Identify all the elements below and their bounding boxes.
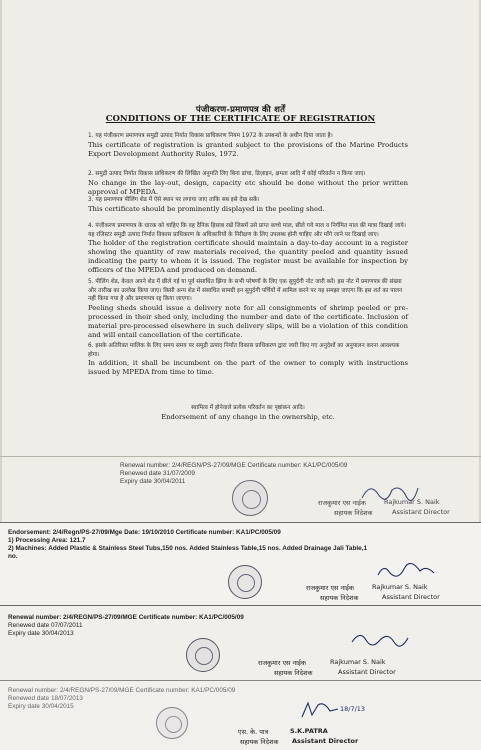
renewal-strip-4 — [0, 681, 481, 750]
condition-2-hindi: 2. समुद्री उत्पाद निर्यात विकास प्राधिकरण की लिखित अनुमति लिए बिना ढांचा, डिज़ाइन, क्षमता आदि में कोई परिवर्तन न किया जाए। — [88, 171, 366, 177]
strip-3-line-1: Renewal number: 2/4/REGN/PS-27/09/MGE Certificate number: KA1/PC/005/09 — [8, 614, 244, 621]
strip-1-line-3: Expiry date 30/04/2011 — [120, 478, 186, 485]
title-hindi: पंजीकरण-प्रमाणपत्र की शर्तें — [195, 105, 286, 115]
strip-2-role: Assistant Director — [382, 593, 440, 601]
condition-1 — [88, 132, 408, 159]
condition-5 — [88, 278, 408, 340]
official-seal-stamp — [232, 480, 268, 516]
page-title: CONDITIONS OF THE CERTIFICATE OF REGISTRATION — [105, 114, 376, 124]
condition-5-text: Peeling sheds should issue a delivery note for all consignments of shrimp peeled or pre-processed in their shed only, including the number and date of the certificate. Inclusion of material pre-processed elsewhere in such delivery slips, will be a violation of this condition and will entail cancellation of the certificate. — [88, 303, 408, 339]
strip-2-role-hindi: सहायक निदेशक — [320, 594, 359, 602]
strip-2-line-4: no. — [8, 553, 18, 560]
official-seal-stamp — [186, 638, 220, 672]
official-seal-stamp — [156, 707, 188, 739]
condition-2-text: No change in the lay-out, design, capacity etc should be done without the prior written approval of MPEDA. — [88, 178, 408, 196]
strip-4-line-3: Expiry date 30/04/2015 — [8, 703, 74, 710]
condition-4 — [88, 222, 408, 275]
strip-4-name: S.K.PATRA — [290, 727, 328, 735]
condition-6-text: In addition, it shall be incumbent on the part of the owner to comply with instructions issued by MPEDA from time to time. — [88, 359, 408, 376]
strip-1-name: Rajkumar S. Naik — [384, 498, 440, 506]
strip-2-line-3: 2) Machines: Added Plastic & Stainless Steel Tubs,150 nos. Added Stainless Table,15 nos. Added Drainage Jali Table,1 — [8, 545, 368, 552]
strip-4-line-2: Renewed date 18/07/2013 — [8, 695, 83, 702]
strip-1-line-2: Renewed date 31/07/2009 — [120, 470, 195, 477]
condition-3-text: This certificate should be prominently displayed in the peeling shed. — [88, 204, 325, 213]
strip-2-line-2: 1) Processing Area: 121.7 — [8, 537, 86, 544]
condition-3 — [88, 196, 408, 214]
strip-2-name-hindi: राजकुमार एस नाईक — [306, 584, 354, 592]
condition-1-text: This certificate of registration is granted subject to the provisions of the Marine Products Export Development Authority Rules, 1972. — [88, 140, 408, 158]
strip-1-edge — [0, 456, 481, 457]
endorsement-hindi: स्वामित्व में होनेवाले प्रत्येक परिवर्तन का पृष्ठांकन आदि। — [191, 405, 305, 411]
strip-1-line-1: Renewal number: 2/4/REGN/PS-27/09/MGE Certificate number: KA1/PC/005/09 — [120, 462, 348, 469]
signature-rajkumar — [376, 559, 436, 583]
renewal-strip-1 — [0, 458, 481, 522]
condition-5-hindi: 5. पीलिंग शेड, केवल अपने शेड में छीले गई या पूर्व संसाधित झिंगा के सभी परेषणों के लिए एक सुपुर्दगी नोट जारी करें। इस नोट में प्रमाणपत्र की संख्या और तारीख का उल्लेख किया जाए। किसी अन्य शेड में संसाधित सामग्री इन सुपुर्दगी पर्चियों में शामिल करने पर यह समझा जाएगा कि इस शर्त का पालन नहीं किया गया है और प्रमाणपत्र रद्द किया जाएगा। — [88, 279, 403, 302]
condition-4-text: The holder of the registration certificate should maintain a day-to-day account in a register showing the quantity of raw materials received, the quantity peeled and quantity issued indicating the party to whom it is issued. The register must be available for inspection by officers of the MPEDA and produced on demand. — [88, 239, 408, 274]
strip-1-role: Assistant Director — [392, 508, 450, 516]
endorsement-strip-2 — [0, 523, 481, 605]
strip-1-role-hindi: सहायक निदेशक — [334, 509, 373, 517]
strip-3-name-hindi: राजकुमार एस नाईक — [258, 659, 306, 667]
condition-2 — [88, 170, 408, 197]
strip-3-line-2: Renewed date 07/07/2011 — [8, 622, 83, 629]
endorsement-block — [88, 404, 408, 422]
strip-3-name: Rajkumar S. Naik — [330, 658, 386, 666]
strip-4-role: Assistant Director — [292, 737, 359, 745]
condition-3-hindi: 3. यह प्रमाणपत्र पीलिंग शेड में ऐसे स्थान पर लगाया जाए ताकि सब इसे देख सकें। — [88, 197, 260, 203]
strip-1-name-hindi: राजकुमार एस नाईक — [318, 499, 366, 507]
strip-2-line-1: Endorsement: 2/4/Regn/PS-27/09/Mge Date: 19/10/2010 Certificate number: KA1/PC/005/09 — [8, 529, 281, 536]
strip-4-sig-date: 18/7/13 — [340, 705, 366, 713]
strip-2-name: Rajkumar S. Naik — [372, 583, 428, 591]
strip-4-role-hindi: सहायक निदेशक — [240, 738, 279, 746]
strip-4-line-1: Renewal number: 2/4/REGN/PS-27/09/MGE Certificate number: KA1/PC/005/09 — [8, 687, 236, 694]
signature-patra — [300, 699, 340, 721]
strip-3-role-hindi: सहायक निदेशक — [274, 669, 313, 677]
official-seal-stamp — [228, 565, 262, 599]
condition-6-hindi: 6. इसके अतिरिक्त मालिक के लिए समय समय पर समुद्री उत्पाद निर्यात विकास प्राधिकरण द्वारा जारी किए गए अनुदेशों का अनुपालन करना आवश्यक होगा। — [88, 343, 400, 358]
condition-6 — [88, 342, 408, 377]
endorsement-text: Endorsement of any change in the ownership, etc. — [161, 412, 335, 421]
signature-rajkumar — [350, 628, 410, 652]
strip-3-role: Assistant Director — [338, 668, 396, 676]
renewal-strip-3 — [0, 606, 481, 680]
condition-1-hindi: 1. यह पंजीकरण प्रमाणपत्र समुद्री उत्पाद निर्यात विकास प्राधिकरण नियम 1972 के उपबन्धों के अधीन दिया जाता है। — [88, 133, 333, 139]
condition-4-hindi: 4. पंजीकरण प्रमाणपत्र के धारक को चाहिए कि वह दैनिक हिसाब रखें जिसमें उसे प्राप्त कच्चे माल, छीले गये माल व निर्गमित माल की मात्रा दिखाई जाये। यह रजिस्टर समुद्री उत्पाद निर्यात विकास प्राधिकरण के अधिकारियों के निरीक्षण के लिए उपलब्ध होनी चाहिए और माँगे जाने पर दिखाई जाए। — [88, 223, 406, 238]
strip-4-name-hindi: एस. के. पात्र — [238, 728, 269, 736]
strip-3-line-3: Expiry date 30/04/2013 — [8, 630, 74, 637]
